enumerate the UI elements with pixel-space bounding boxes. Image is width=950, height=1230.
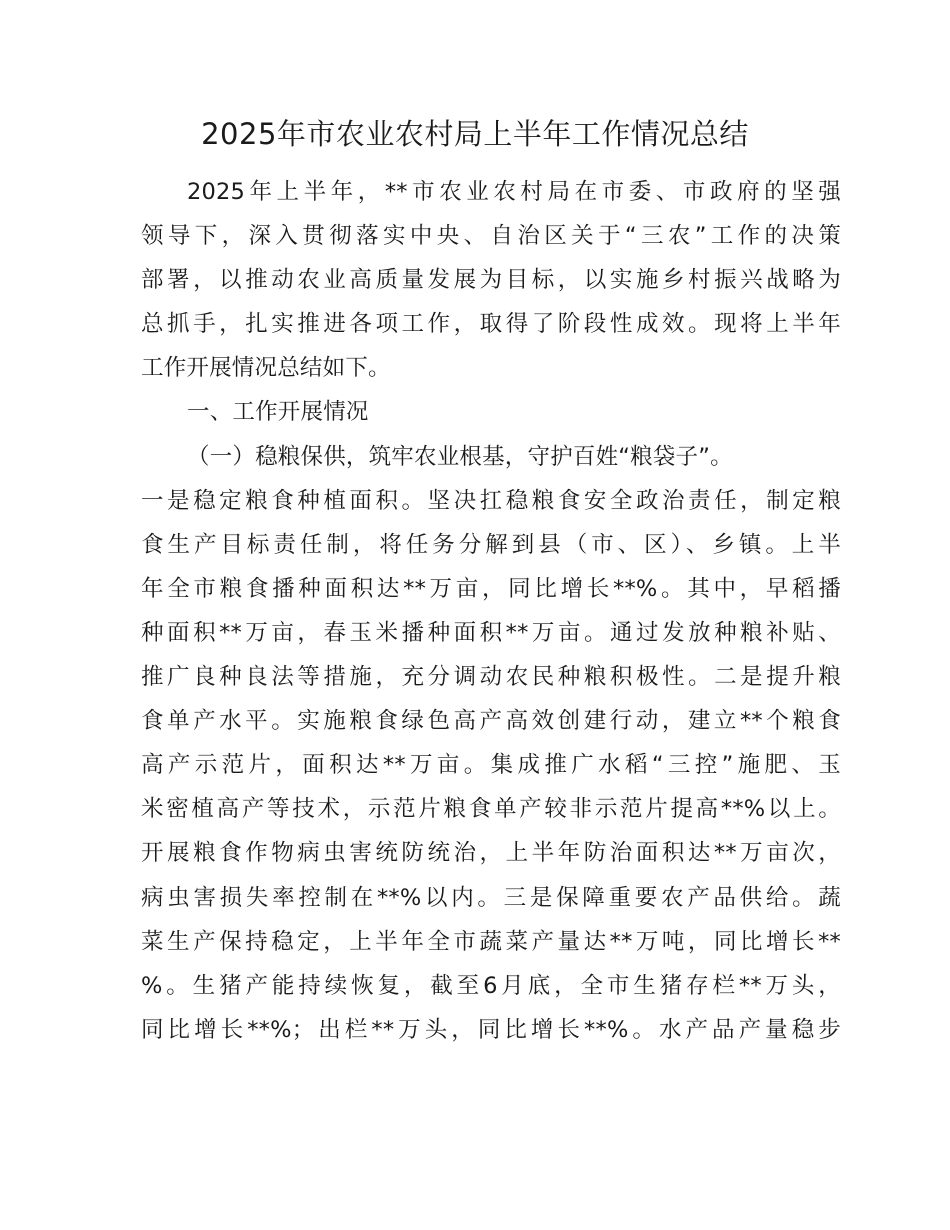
- document-title: 2025年市农业农村局上半年工作情况总结: [201, 117, 749, 151]
- body-line: 推广良种良法等措施，充分调动农民种粮积极性。二是提升粮: [141, 664, 841, 691]
- section-heading: 一、工作开展情况: [187, 399, 369, 426]
- body-line: 总抓手，扎实推进各项工作，取得了阶段性成效。现将上半年: [141, 311, 841, 338]
- body-line: 开展粮食作物病虫害统防统治，上半年防治面积达**万亩次，: [141, 840, 841, 867]
- body-line: 高产示范片，面积达**万亩。集成推广水稻“三控”施肥、玉: [141, 752, 841, 779]
- body-line: 米密植高产等技术，示范片粮食单产较非示范片提高**%以上。: [141, 796, 841, 823]
- body-line: 一是稳定粮食种植面积。坚决扛稳粮食安全政治责任，制定粮: [141, 487, 841, 514]
- document-body: [141, 170, 841, 1052]
- body-line: 领导下，深入贯彻落实中央、自治区关于“三农”工作的决策: [141, 223, 841, 250]
- body-line: %。生猪产能持续恢复，截至6月底，全市生猪存栏**万头，: [141, 972, 841, 999]
- body-line: 病虫害损失率控制在**%以内。三是保障重要农产品供给。蔬: [141, 884, 841, 911]
- body-line: 工作开展情况总结如下。: [141, 355, 391, 382]
- body-line: 种面积**万亩，春玉米播种面积**万亩。通过发放种粮补贴、: [141, 619, 841, 646]
- body-line: 食单产水平。实施粮食绿色高产高效创建行动，建立**个粮食: [141, 708, 841, 735]
- body-line: 部署，以推动农业高质量发展为目标，以实施乡村振兴战略为: [141, 267, 841, 294]
- body-line: 菜生产保持稳定，上半年全市蔬菜产量达**万吨，同比增长**: [141, 928, 841, 955]
- subsection-heading: （一）稳粮保供，筑牢农业根基，守护百姓“粮袋子”。: [187, 443, 733, 470]
- body-line: 同比增长**%；出栏**万头，同比增长**%。水产品产量稳步: [141, 1016, 841, 1043]
- body-line: 2025年上半年，**市农业农村局在市委、市政府的坚强: [187, 179, 841, 205]
- body-line: 年全市粮食播种面积达**万亩，同比增长**%。其中，早稻播: [141, 575, 841, 602]
- body-line: 食生产目标责任制，将任务分解到县（市、区）、乡镇。上半: [141, 531, 841, 558]
